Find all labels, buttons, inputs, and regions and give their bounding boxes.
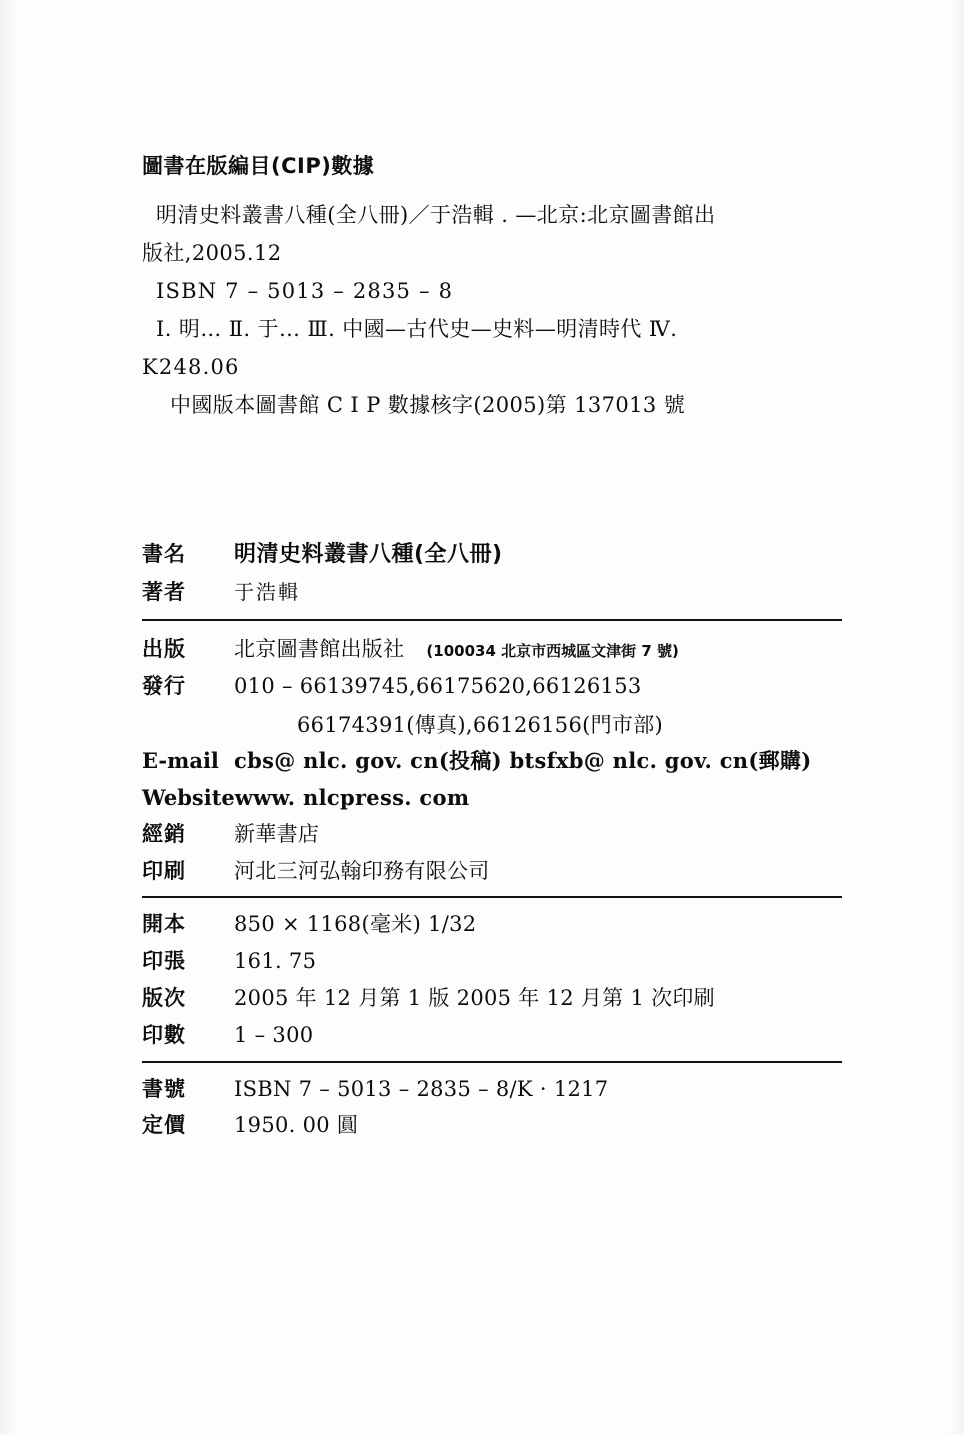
label-format: 開本 — [142, 912, 186, 937]
colophon-row-edition — [142, 984, 842, 1014]
value-publisher — [234, 635, 842, 665]
value-book-number: ISBN 7 – 5013 – 2835 – 8/K · 1217 — [234, 1076, 609, 1101]
colophon-block — [142, 539, 842, 1141]
divider-1 — [142, 619, 842, 621]
page-content — [142, 150, 842, 1148]
colophon-row-format — [142, 910, 842, 940]
colophon-row-email — [142, 746, 842, 776]
value-distribution: 010 – 66139745,66175620,66126153 — [234, 674, 642, 699]
colophon-row-title — [142, 539, 842, 570]
value-sheets: 161. 75 — [234, 949, 317, 974]
value-edition: 2005 年 12 月第 1 版 2005 年 12 月第 1 次印刷 — [234, 985, 715, 1010]
indent-spacer — [142, 709, 297, 739]
colophon-row-distribution-cont — [142, 709, 842, 739]
value-format: 850 × 1168(毫米) 1/32 — [234, 912, 477, 937]
cip-line-classification: I. 明… Ⅱ. 于… Ⅲ. 中國—古代史—史料—明清時代 Ⅳ. — [156, 316, 678, 341]
divider-2 — [142, 896, 842, 898]
cip-line-core-number: 中國版本圖書館 C I P 數據核字(2005)第 137013 號 — [170, 392, 686, 417]
label-edition: 版次 — [142, 985, 186, 1010]
colophon-row-book-number — [142, 1075, 842, 1105]
value-email: cbs@ nlc. gov. cn(投稿) btsfxb@ nlc. gov. cn(郵購) — [234, 748, 812, 774]
label-author: 著者 — [142, 579, 186, 604]
value-title: 明清史料叢書八種(全八冊) — [234, 542, 503, 568]
colophon-row-website — [142, 783, 842, 813]
colophon-row-sheets — [142, 947, 842, 977]
colophon-row-price — [142, 1111, 842, 1141]
value-printing: 河北三河弘翰印務有限公司 — [234, 858, 490, 883]
cip-line-call-number: K248.06 — [142, 354, 240, 379]
label-distribution: 發行 — [142, 674, 186, 699]
label-title: 書名 — [142, 542, 186, 567]
label-print-run: 印數 — [142, 1022, 186, 1047]
cip-line-isbn: ISBN 7 – 5013 – 2835 – 8 — [156, 278, 454, 303]
label-website: Website — [142, 784, 235, 810]
scan-edge-left — [0, 0, 18, 1435]
label-publisher: 出版 — [142, 637, 186, 662]
publisher-name: 北京圖書館出版社 — [234, 637, 405, 662]
colophon-row-publisher — [142, 635, 842, 665]
value-sales: 新華書店 — [234, 821, 320, 846]
cip-line-publisher: 版社,2005.12 — [142, 240, 282, 265]
label-printing: 印刷 — [142, 858, 186, 883]
colophon-row-printing — [142, 857, 842, 887]
label-email: E-mail — [142, 748, 219, 774]
value-price: 1950. 00 圓 — [234, 1113, 359, 1138]
value-distribution-secondary: 66174391(傳真),66126156(門市部) — [297, 713, 664, 738]
label-book-number: 書號 — [142, 1076, 186, 1101]
scan-edge-right — [948, 0, 964, 1435]
label-sheets: 印張 — [142, 949, 186, 974]
cip-heading: 圖書在版編目(CIP)數據 — [142, 154, 375, 178]
colophon-row-author — [142, 578, 842, 608]
cip-block — [142, 150, 842, 421]
value-author: 于浩輯 — [234, 579, 300, 604]
cip-line-title: 明清史料叢書八種(全八冊)／于浩輯 . —北京:北京圖書館出 — [156, 203, 716, 227]
divider-3 — [142, 1061, 842, 1063]
label-sales: 經銷 — [142, 821, 186, 846]
colophon-row-print-run — [142, 1021, 842, 1051]
publisher-address: (100034 北京市西城區文津街 7 號) — [426, 642, 679, 661]
value-website: www. nlcpress. com — [234, 784, 470, 810]
colophon-row-distribution — [142, 672, 842, 702]
colophon-row-sales — [142, 820, 842, 850]
value-print-run: 1 – 300 — [234, 1022, 314, 1047]
label-price: 定價 — [142, 1113, 186, 1138]
